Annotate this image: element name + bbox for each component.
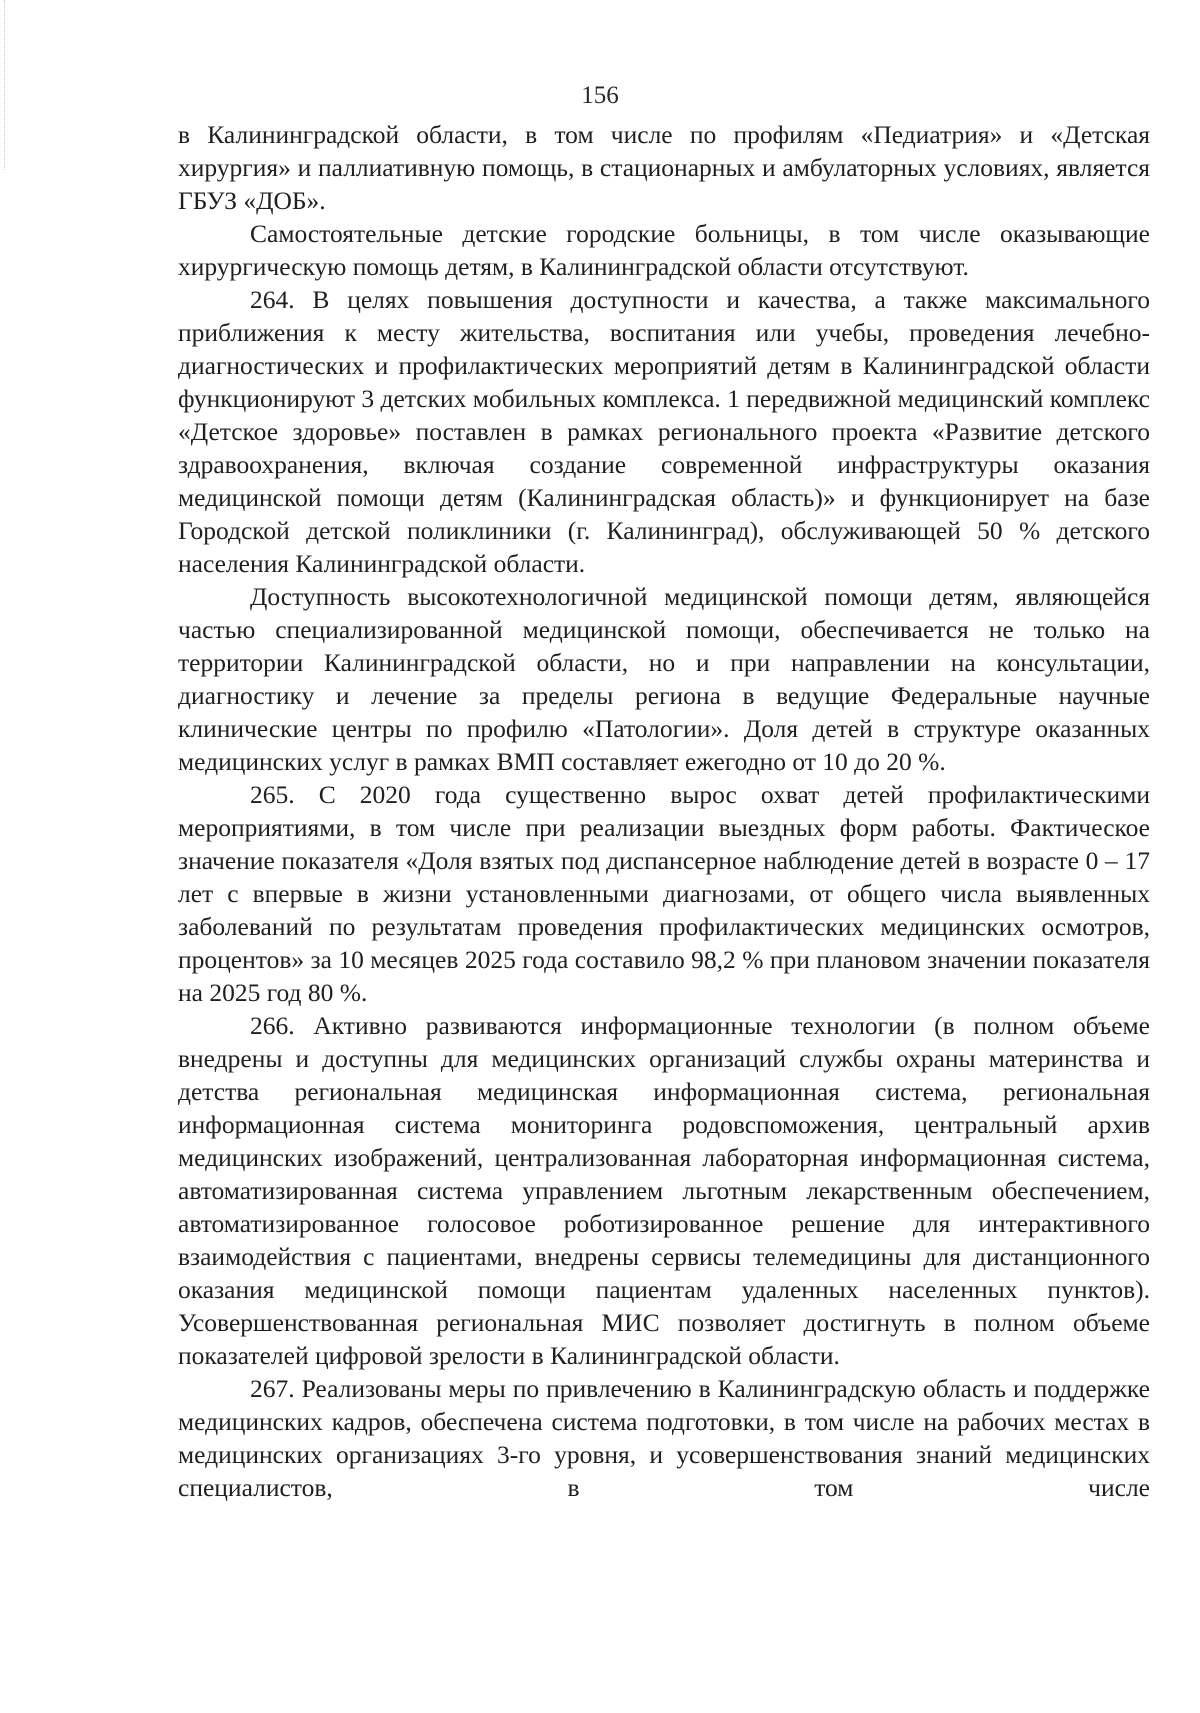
paragraph-266: 266. Активно развиваются информационные технологии (в полном объеме внедрены и доступны для медицинских организаций службы охраны материнства и детства региональная медицинская информационная система, региональная информационная система мониторинга родовспоможения, центральный архив медицинских изображений, централизованная лабораторная информационная система, автоматизированная система управлением льготным лекарственным обеспечением, автоматизированное голосовое роботизированное решение для интерактивного взаимодействия с пациентами, внедрены сервисы телемедицины для дистанционного оказания медицинской помощи пациентам удаленных населенных пунктов). Усовершенствованная региональная МИС позволяет достигнуть в полном объеме показателей цифровой зрелости в Калининградской области. — [178, 1011, 1150, 1370]
paragraph-267: 267. Реализованы меры по привлечению в Калининградскую область и поддержке медицинских кадров, обеспечена система подготовки, в том числе на рабочих местах в медицинских организациях 3-го уровня, и усовершенствования знаний медицинских специалистов, в том числе — [178, 1374, 1150, 1502]
document-body — [178, 118, 1150, 1504]
paragraph-children-hospitals: Самостоятельные детские городские больницы, в том числе оказывающие хирургическую помощь детям, в Калининградской области отсутствуют. — [178, 219, 1150, 281]
page-number: 156 — [581, 82, 619, 109]
paragraph-265: 265. С 2020 года существенно вырос охват детей профилактическими мероприятиями, в том числе при реализации выездных форм работы. Фактическое значение показателя «Доля взятых под диспансерное наблюдение детей в возрасте 0 – 17 лет с впервые в жизни установленными диагнозами, от общего числа выявленных заболеваний по результатам проведения профилактических медицинских осмотров, процентов» за 10 месяцев 2025 года составило 98,2 % при плановом значении показателя на 2025 год 80 %. — [178, 780, 1150, 1007]
paragraph-continuation: в Калининградской области, в том числе по профилям «Педиатрия» и «Детская хирургия» и паллиативную помощь, в стационарных и амбулаторных условиях, является ГБУЗ «ДОБ». — [178, 120, 1150, 215]
paragraph-264: 264. В целях повышения доступности и качества, а также максимального приближения к месту жительства, воспитания или учебы, проведения лечебно-диагностических и профилактических мероприятий детям в Калининградской области функционируют 3 детских мобильных комплекса. 1 передвижной медицинский комплекс «Детское здоровье» поставлен в рамках регионального проекта «Развитие детского здравоохранения, включая создание современной инфраструктуры оказания медицинской помощи детям (Калининградская область)» и функционирует на базе Городской детской поликлиники (г. Калининград), обслуживающей 50 % детского населения Калининградской области. — [178, 285, 1150, 578]
paragraph-high-tech-care: Доступность высокотехнологичной медицинской помощи детям, являющейся частью специализированной медицинской помощи, обеспечивается не только на территории Калининградской области, но и при направлении на консультации, диагностику и лечение за пределы региона в ведущие Федеральные научные клинические центры по профилю «Патологии». Доля детей в структуре оказанных медицинских услуг в рамках ВМП составляет ежегодно от 10 до 20 %. — [178, 582, 1150, 776]
